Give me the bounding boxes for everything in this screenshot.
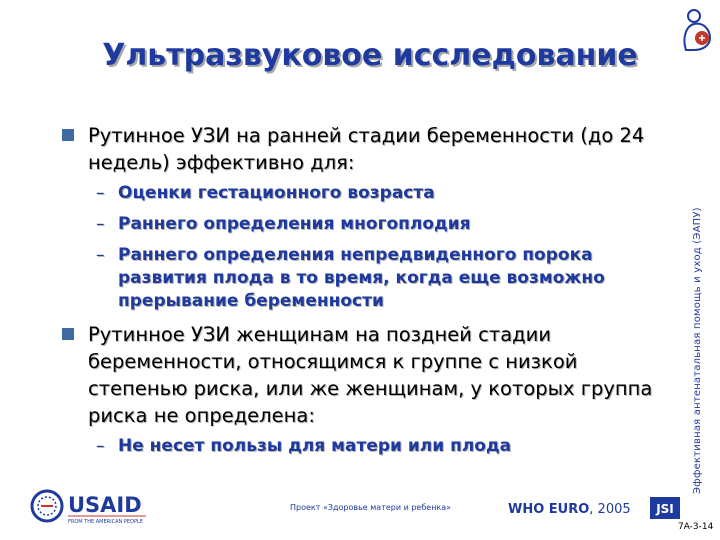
sub-bullet-text: Раннего определения непредвиденного порока развития плода в то время, когда еще возможно прерывание беременности xyxy=(118,245,605,311)
sub-bullet-text: Раннего определения многоплодия xyxy=(118,214,471,234)
sub-bullet-item xyxy=(60,435,682,458)
bullet-square-icon xyxy=(62,129,74,141)
vertical-caption-text: Эффективная антенатальная помощь и уход (ЭАПУ) xyxy=(692,207,703,494)
bullet-list xyxy=(60,122,682,466)
who-year: , 2005 xyxy=(589,502,631,517)
project-caption: Проект «Здоровье матери и ребенка» xyxy=(290,503,452,512)
sub-bullet-item xyxy=(60,182,682,205)
dash-icon: – xyxy=(96,436,105,456)
bullet-item xyxy=(60,122,682,176)
dash-icon: – xyxy=(96,214,105,234)
usaid-text: USAID xyxy=(68,493,142,517)
dash-icon: – xyxy=(96,245,105,265)
bullet-item xyxy=(60,321,682,429)
usaid-logo-icon xyxy=(30,488,148,526)
slide-code: 7A-3-14 xyxy=(678,522,714,532)
bullet-text: Рутинное УЗИ на ранней стадии беременности (до 24 недель) эффективно для: xyxy=(88,124,645,174)
sub-bullet-text: Не несет пользы для матери или плода xyxy=(118,436,512,456)
mother-child-logo-icon xyxy=(680,8,714,52)
jsi-logo-icon xyxy=(650,497,680,519)
bullet-square-icon xyxy=(62,328,74,340)
sub-bullet-text: Оценки гестационного возраста xyxy=(118,183,435,203)
dash-icon: – xyxy=(96,183,105,203)
who-caption xyxy=(508,502,631,517)
sub-bullet-item xyxy=(60,244,682,313)
jsi-text: JSI xyxy=(656,502,674,516)
usaid-tagline: FROM THE AMERICAN PEOPLE xyxy=(68,519,143,525)
bullet-text: Рутинное УЗИ женщинам на поздней стадии беременности, относящимся к группе с низкой степенью риска, или же женщинам, у которых группа риска не определена: xyxy=(88,323,653,427)
page-title: Ультразвуковое исследование xyxy=(102,38,638,73)
sub-bullet-item xyxy=(60,213,682,236)
who-label: WHO EURO xyxy=(508,502,590,517)
